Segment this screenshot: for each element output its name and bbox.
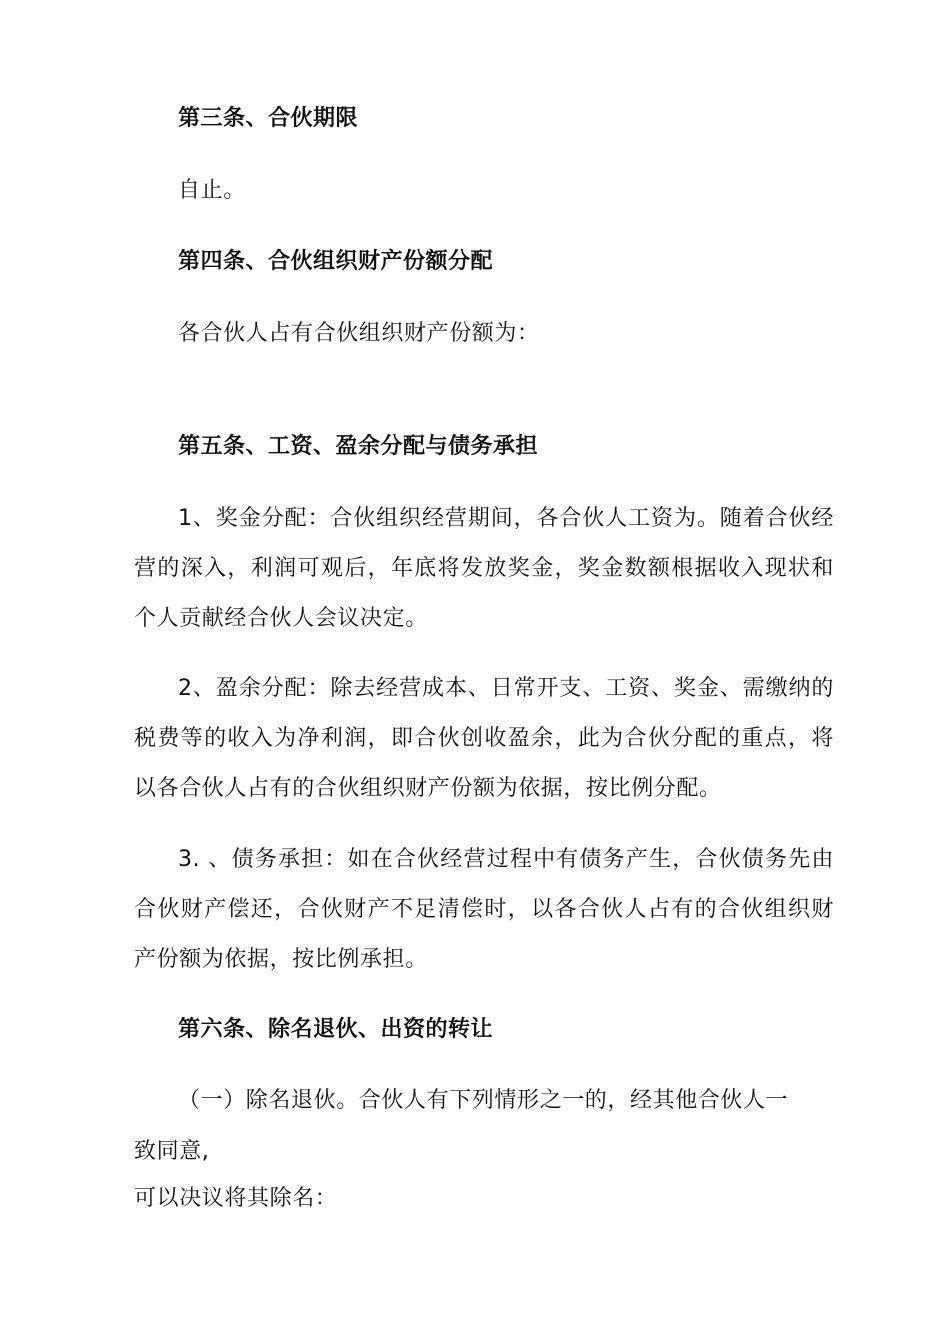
article-6-item1-line2: 致同意, [134,1139,210,1164]
article-6-item1-line3: 可以决议将其除名： [134,1186,338,1211]
article-5-item-debt: 3. 、债务承担：如在合伙经营过程中有债务产生，合伙债务先由合伙财产偿还，合伙财产不足清偿时，以各合伙人占有的合伙组织财产份额为依据，按比例承担。 [134,847,834,972]
article-5-item-bonus: 1、奖金分配：合伙组织经营期间，各合伙人工资为。随着合伙经营的深入，利润可观后，年底将发放奖金，奖金数额根据收入现状和个人贡献经合伙人会议决定。 [134,506,834,631]
article-5-item-surplus: 2、盈余分配：除去经营成本、日常开支、工资、奖金、需缴纳的税费等的收入为净利润，即合伙创收盈余，此为合伙分配的重点，将以各合伙人占有的合伙组织财产份额为依据，按比例分配。 [134,676,834,801]
article-3-body: 自止。 [178,178,246,203]
article-4-body: 各合伙人占有合伙组织财产份额为： [178,321,540,346]
article-3-heading: 第三条、合伙期限 [178,106,359,131]
article-6-item1-line1: （一）除名退伙。合伙人有下列情形之一的，经其他合伙人一 [178,1088,789,1113]
article-5-heading: 第五条、工资、盈余分配与债务承担 [178,434,539,459]
article-6-heading: 第六条、除名退伙、出资的转让 [178,1017,494,1042]
article-4-heading: 第四条、合伙组织财产份额分配 [178,249,494,274]
